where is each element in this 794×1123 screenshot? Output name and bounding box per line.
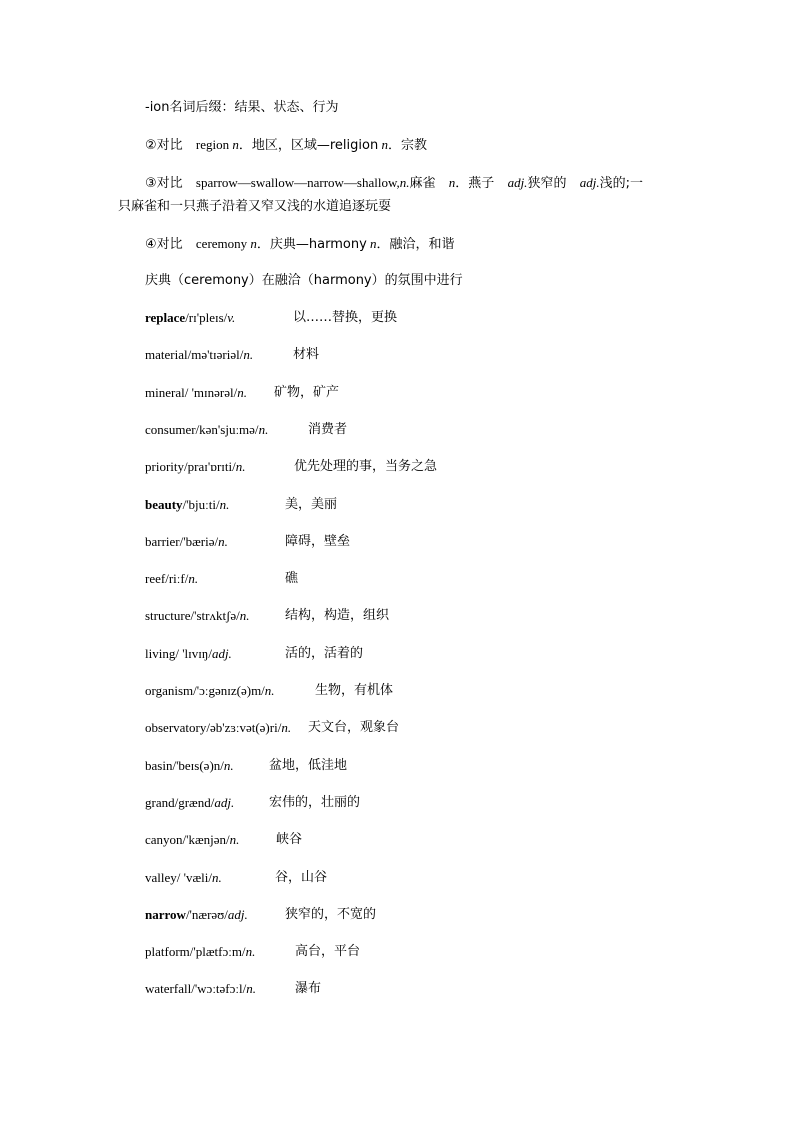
vocab-meaning: 生物，有机体	[315, 683, 394, 698]
suffix-note	[145, 99, 339, 117]
vocab-part-of-speech: n.	[219, 497, 230, 512]
compare-3-pos4: adj.	[579, 175, 600, 190]
vocab-phonetic: /əb'zɜːvət(ə)ri/	[206, 720, 282, 735]
vocab-word: living	[145, 646, 176, 661]
compare-3-pos1: n.	[399, 175, 410, 190]
vocab-phonetic: /'bjuːti/	[182, 497, 220, 512]
vocab-meaning: 结构，构造，组织	[285, 608, 390, 623]
vocab-meaning: 材料	[293, 347, 320, 362]
vocab-part-of-speech: n.	[235, 459, 246, 474]
vocab-word: reef	[145, 571, 166, 586]
vocab-part-of-speech: n.	[281, 720, 292, 735]
compare-2-sep2: ．宗教	[387, 138, 427, 153]
vocab-entry	[145, 757, 348, 775]
compare-4-pos2: n	[370, 236, 377, 251]
vocab-entry	[145, 906, 377, 924]
vocab-meaning: 天文台，观象台	[308, 720, 400, 735]
vocab-part-of-speech: n.	[223, 758, 234, 773]
vocab-part-of-speech: n.	[245, 944, 256, 959]
vocab-part-of-speech: n.	[211, 870, 222, 885]
vocab-phonetic: /'bæriə/	[179, 534, 219, 549]
vocab-phonetic: /'plætfɔːm/	[189, 944, 246, 959]
vocab-word: basin	[145, 758, 173, 773]
vocab-word: waterfall	[145, 981, 192, 996]
vocab-meaning: 美，美丽	[285, 497, 338, 512]
vocab-part-of-speech: n.	[243, 347, 254, 362]
vocab-part-of-speech: v.	[227, 310, 236, 325]
mnemonic-note	[145, 272, 463, 290]
vocab-entry	[145, 309, 398, 327]
vocab-meaning: 礁	[285, 571, 299, 586]
compare-2-word1: region	[195, 137, 230, 152]
vocab-phonetic: /'nærəʊ/	[185, 907, 228, 922]
vocab-word: priority	[145, 459, 184, 474]
compare-3-mean4: 浅的;一	[599, 176, 643, 191]
vocab-word: material	[145, 347, 188, 362]
suffix-note-text: -ion名词后缀：结果、状态、行为	[145, 100, 339, 115]
vocab-word: consumer	[145, 422, 196, 437]
vocab-meaning: 高台，平台	[295, 944, 361, 959]
vocab-entry	[145, 831, 303, 849]
vocab-word: valley	[145, 870, 177, 885]
vocab-meaning: 峡谷	[276, 832, 303, 847]
vocab-word: grand	[145, 795, 175, 810]
vocab-word: platform	[145, 944, 190, 959]
vocab-phonetic: /grænd/	[174, 795, 215, 810]
vocab-meaning: 宏伟的，壮丽的	[269, 795, 361, 810]
vocab-part-of-speech: adj.	[211, 646, 232, 661]
vocab-word: canyon	[145, 832, 183, 847]
vocab-phonetic: /'wɔːtəfɔːl/	[191, 981, 247, 996]
vocab-meaning: 消费者	[308, 422, 348, 437]
vocab-meaning: 障碍，壁垒	[285, 534, 351, 549]
vocab-part-of-speech: n.	[188, 571, 199, 586]
vocab-entry	[145, 682, 394, 700]
vocab-meaning: 瀑布	[295, 981, 322, 996]
compare-note-3	[145, 174, 643, 193]
compare-4-word1: ceremony	[195, 236, 248, 251]
vocab-phonetic: /riːf/	[165, 571, 189, 586]
vocab-phonetic: /'kænjən/	[182, 832, 230, 847]
compare-3-mean1: 麻雀	[409, 176, 436, 191]
vocab-word: structure	[145, 608, 191, 623]
vocab-word: replace	[145, 310, 186, 325]
vocab-entry	[145, 719, 400, 737]
vocab-phonetic: / 'lɪvɪŋ/	[175, 646, 212, 661]
vocab-phonetic: /praɪ'ɒrɪti/	[184, 459, 236, 474]
vocab-word: organism	[145, 683, 194, 698]
compare-2-pos2: n	[381, 137, 388, 152]
vocab-phonetic: /mə'tɪəriəl/	[187, 347, 244, 362]
mnemonic-text: 庆典（ceremony）在融洽（harmony）的氛围中进行	[145, 273, 463, 288]
vocab-part-of-speech: n.	[239, 608, 250, 623]
vocab-part-of-speech: n.	[229, 832, 240, 847]
compare-note-4	[145, 235, 455, 254]
vocab-word: barrier	[145, 534, 180, 549]
vocab-meaning: 狭窄的，不宽的	[285, 907, 377, 922]
vocab-phonetic: / 'mɪnərəl/	[184, 385, 238, 400]
vocab-word: narrow	[145, 907, 186, 922]
vocab-part-of-speech: n.	[258, 422, 269, 437]
compare-3-pos2: n	[448, 175, 456, 190]
compare-note-2	[145, 136, 427, 155]
vocab-part-of-speech: n.	[246, 981, 256, 996]
vocab-part-of-speech: adj.	[227, 907, 248, 922]
vocab-part-of-speech: n.	[237, 385, 247, 400]
vocab-entry	[145, 458, 438, 476]
vocab-meaning: 矿物，矿产	[274, 385, 340, 400]
vocab-word: beauty	[145, 497, 183, 512]
vocab-entry	[145, 570, 299, 588]
vocab-entry	[145, 496, 338, 514]
compare-3-pos3: adj.	[507, 175, 528, 190]
vocab-part-of-speech: adj.	[214, 795, 235, 810]
compare-2-prefix: ②对比	[145, 138, 183, 153]
vocab-word: mineral	[145, 385, 185, 400]
vocab-phonetic: / 'væli/	[176, 870, 212, 885]
compare-4-prefix: ④对比	[145, 237, 183, 252]
compare-4-pos1: n	[250, 236, 257, 251]
vocab-entry	[145, 645, 364, 663]
vocab-phonetic: /'ɔːgənɪz(ə)m/	[193, 683, 265, 698]
compare-3-mean3: 狭窄的	[527, 176, 567, 191]
compare-3-line2: 只麻雀和一只燕子沿着又窄又浅的水道追逐玩耍	[118, 199, 392, 214]
vocab-meaning: 盆地，低洼地	[269, 758, 348, 773]
vocab-part-of-speech: n.	[264, 683, 275, 698]
compare-note-3-continued	[118, 198, 391, 216]
vocab-meaning: 优先处理的事，当务之急	[294, 459, 438, 474]
compare-3-prefix: ③对比	[145, 176, 183, 191]
compare-2-pos1: n	[232, 137, 239, 152]
vocab-part-of-speech: n.	[218, 534, 228, 549]
vocab-meaning: 活的，活着的	[285, 646, 364, 661]
vocab-entry	[145, 794, 361, 812]
compare-4-sep2: ．融洽，和谐	[376, 237, 455, 252]
compare-3-mean2: ．燕子	[455, 176, 495, 191]
vocab-word: observatory	[145, 720, 207, 735]
vocab-phonetic: /'beɪs(ə)n/	[172, 758, 224, 773]
vocab-entry	[145, 980, 322, 998]
vocab-entry	[145, 384, 340, 402]
vocab-phonetic: /rɪ'pleɪs/	[185, 310, 228, 325]
vocab-entry	[145, 869, 328, 887]
compare-4-sep1: ．庆典—harmony	[256, 237, 367, 252]
vocab-phonetic: /'strʌktʃə/	[190, 608, 240, 623]
vocab-phonetic: /kən'sjuːmə/	[195, 422, 259, 437]
compare-3-words: sparrow—swallow—narrow—shallow,	[195, 175, 400, 190]
vocab-entry	[145, 421, 348, 439]
compare-2-sep1: ．地区，区域—religion	[238, 138, 379, 153]
vocab-entry	[145, 943, 361, 961]
vocab-meaning: 谷，山谷	[275, 870, 328, 885]
vocab-entry	[145, 533, 351, 551]
vocab-entry	[145, 607, 390, 625]
vocab-meaning: 以……替换，更换	[293, 310, 398, 325]
vocab-entry	[145, 346, 320, 364]
